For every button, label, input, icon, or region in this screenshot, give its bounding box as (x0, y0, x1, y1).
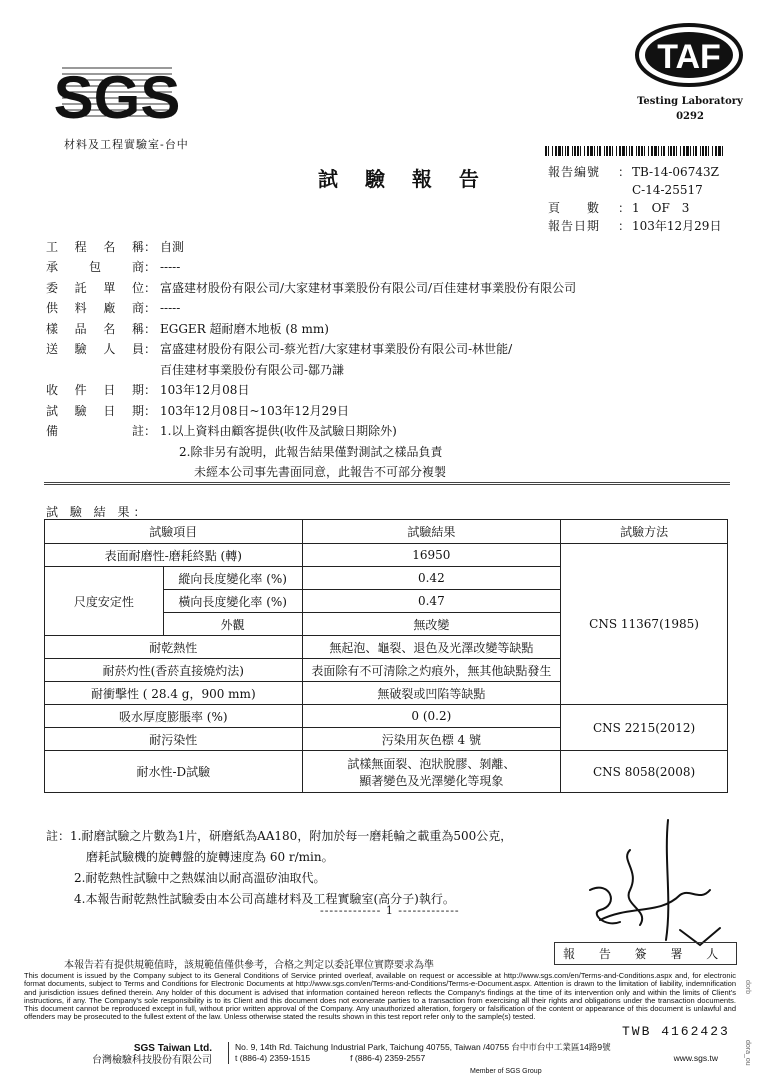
footer-tel: t (886-4) 2359-1515 (235, 1053, 311, 1063)
field-label: 收 件 日 期 (46, 383, 144, 398)
note-1b: 磨耗試驗機的旋轉盤的旋轉速度為 60 r/min。 (86, 850, 334, 864)
field-sender-cont: 百佳建材事業股份有限公司-鄒乃謙 (160, 362, 345, 377)
field-client: 委 託 單 位 ： 富盛建材股份有限公司/大家建材事業股份有限公司/百佳建材事業股份有限公司 (46, 280, 577, 295)
table-row: 吸水厚度膨脹率 (%) 0 (0.2) CNS 2215(2012) (45, 705, 728, 728)
svg-text:TAF: TAF (657, 38, 721, 76)
field-label: 送 驗 人 員 (46, 342, 144, 357)
note-4: 4.本報告耐乾熱性試驗委由本公司高雄材料及工程實驗室(高分子)執行。 (74, 892, 455, 906)
report-number-2: C-14-25517 (632, 183, 703, 197)
method-cell: CNS 11367(1985) (561, 544, 728, 705)
side-tag: dora_ou (744, 1040, 751, 1066)
serial-number: TWB 4162423 (622, 1024, 730, 1039)
field-remarks: 備 註 ： 1.以上資料由顧客提供(收件及試驗日期除外) (46, 424, 397, 439)
report-meta: 報告編號 ： TB-14-06743Z C-14-25517 頁 數 ： 1 OF 3 報告日期 ： 103年12月29日 (548, 165, 722, 233)
table-row: 耐水性-D試驗 試樣無面裂、泡狀脫膠、剝離、 顯著變色及光澤變化等現象 CNS 8058(2008) (45, 751, 728, 793)
method-cell: CNS 8058(2008) (561, 751, 728, 793)
table-row: 外觀 無改變 (45, 613, 728, 636)
header-method: 試驗方法 (561, 520, 728, 544)
report-fields (46, 236, 576, 482)
footer-member: Member of SGS Group (470, 1068, 542, 1075)
field-label: 承 包 商 (46, 260, 144, 275)
field-label: 試 驗 日 期 (46, 403, 144, 418)
fine-print: This document is issued by the Company subject to its General Conditions of Service printed overleaf, available on request or accessible at http://www.sgs.com/en/Terms-and-Conditions.aspx and, for electronic format documents, subject to Terms and Conditions for Electronic Documents at http://www.sgs.com/en/Terms-and-Conditions/Terms-e-Document.aspx. Attention is drawn to the limitation of liability, indemnification and jurisdiction issues defined therein. Any holder of this document is advised that information contained hereon reflects the Company's findings at the time of its intervention only and within the limits of Client's instructions, if any. The Company's sole responsibility is to its Client and this document does not exonerate parties to a transaction from exercising all their rights and obligations under the transaction documents. This document cannot be reproduced except in full, without prior written approval of the Company. Any unauthorized alteration, forgery or falsification of the content or appearance of this document is unlawful and offenders may be prosecuted to the fullest extent of the law. Unless otherwise stated the results shown in this test report refer only to the sample(s) tested. (24, 971, 736, 1022)
report-title: 試 驗 報 告 (318, 167, 489, 191)
report-date: 103年12月29日 (632, 219, 722, 233)
table-row: 耐乾熱性 無起泡、龜裂、退色及光澤改變等缺點 (45, 636, 728, 659)
footer-company: SGS Taiwan Ltd. 台灣檢驗科技股份有限公司 (92, 1043, 212, 1066)
field-label: 委 託 單 位 (46, 280, 144, 295)
divider (44, 482, 730, 485)
field-received: 收 件 日 期 ： 103年12月08日 (46, 383, 250, 398)
signer-label: 報 告 簽 署 人 (554, 942, 737, 965)
note-2: 2.耐乾熱性試驗中之熱媒油以耐高溫矽油取代。 (74, 871, 326, 885)
header-item: 試驗項目 (45, 520, 303, 544)
signature (560, 810, 730, 960)
field-supplier: 供 料 廠 商 ： ----- (46, 300, 181, 316)
field-label: 樣 品 名 稱 (46, 321, 144, 336)
table-row: 耐衝擊性 ( 28.4 g，900 mm) 無破裂或凹陷等缺點 (45, 682, 728, 705)
table-header (45, 520, 728, 544)
page-count: 1 OF 3 (632, 201, 690, 215)
field-contractor: 承 包 商 ： ----- (46, 259, 181, 275)
table-row: 耐污染性 污染用灰色標 4 號 (45, 728, 728, 751)
table-row: 耐菸灼性(香菸直接燒灼法) 表面除有不可清除之灼痕外，無其他缺點發生 (45, 659, 728, 682)
results-table (44, 519, 728, 793)
field-test-date: 試 驗 日 期 ： 103年12月08日~103年12月29日 (46, 403, 349, 418)
page-marker: ------------- 1 ------------- (320, 904, 460, 917)
taf-logo (634, 22, 744, 88)
field-project: 工 程 名 稱 ： 自測 (46, 239, 185, 254)
barcode (545, 146, 725, 156)
footer-web[interactable]: www.sgs.tw (673, 1053, 718, 1063)
field-label: 備 註 (46, 424, 144, 439)
remark-2: 2.除非另有說明，此報告結果僅對測試之樣品負責 (179, 444, 443, 459)
header-result: 試驗結果 (302, 520, 561, 544)
table-row: 尺度安定性 縱向長度變化率 (%) 0.42 (45, 567, 728, 590)
taf-accreditation: Testing Laboratory 0292 (637, 96, 743, 122)
results-title: 試 驗 結 果： (46, 505, 150, 519)
remark-2b: 未經本公司事先書面同意，此報告不可部分複製 (194, 465, 447, 480)
lab-name: 材料及工程實驗室-台中 (64, 138, 189, 151)
table-row: 橫向長度變化率 (%) 0.47 (45, 590, 728, 613)
svg-text:SGS: SGS (53, 64, 181, 131)
field-label: 供 料 廠 商 (46, 301, 144, 316)
table-row: 表面耐磨性-磨耗終點 (轉) 16950 CNS 11367(1985) (45, 544, 728, 567)
footer-address: No. 9, 14th Rd. Taichung Industrial Park, Taichung 40755, Taiwan /40755 台中市台中工業區14路9號 t (886-4) 2359-1515 f (886-4) 2359-2557 www.sgs.tw (228, 1042, 728, 1064)
footer-fax: f (886-4) 2359-2557 (350, 1053, 426, 1063)
field-sample: 樣 品 名 稱 ： EGGER 超耐磨木地板 (8 mm) (46, 321, 329, 336)
notes (46, 826, 512, 910)
report-number: TB-14-06743Z (632, 165, 719, 179)
field-sender: 送 驗 人 員 ： 富盛建材股份有限公司-蔡光哲/大家建材事業股份有限公司-林世能/ (46, 342, 513, 357)
method-cell: CNS 2215(2012) (561, 705, 728, 751)
sgs-logo (53, 62, 181, 131)
side-tag-2: dorb (744, 980, 751, 995)
disclaimer-cn: 本報告若有提供規範值時，該規範值僅供參考，合格之判定以委託單位實際要求為準 (64, 960, 434, 971)
note-1: 註：1.耐磨試驗之片數為1片，研磨紙為AA180，附加於每一磨耗輪之載重為500公克， (46, 829, 513, 843)
field-label: 工 程 名 稱 (46, 239, 144, 254)
